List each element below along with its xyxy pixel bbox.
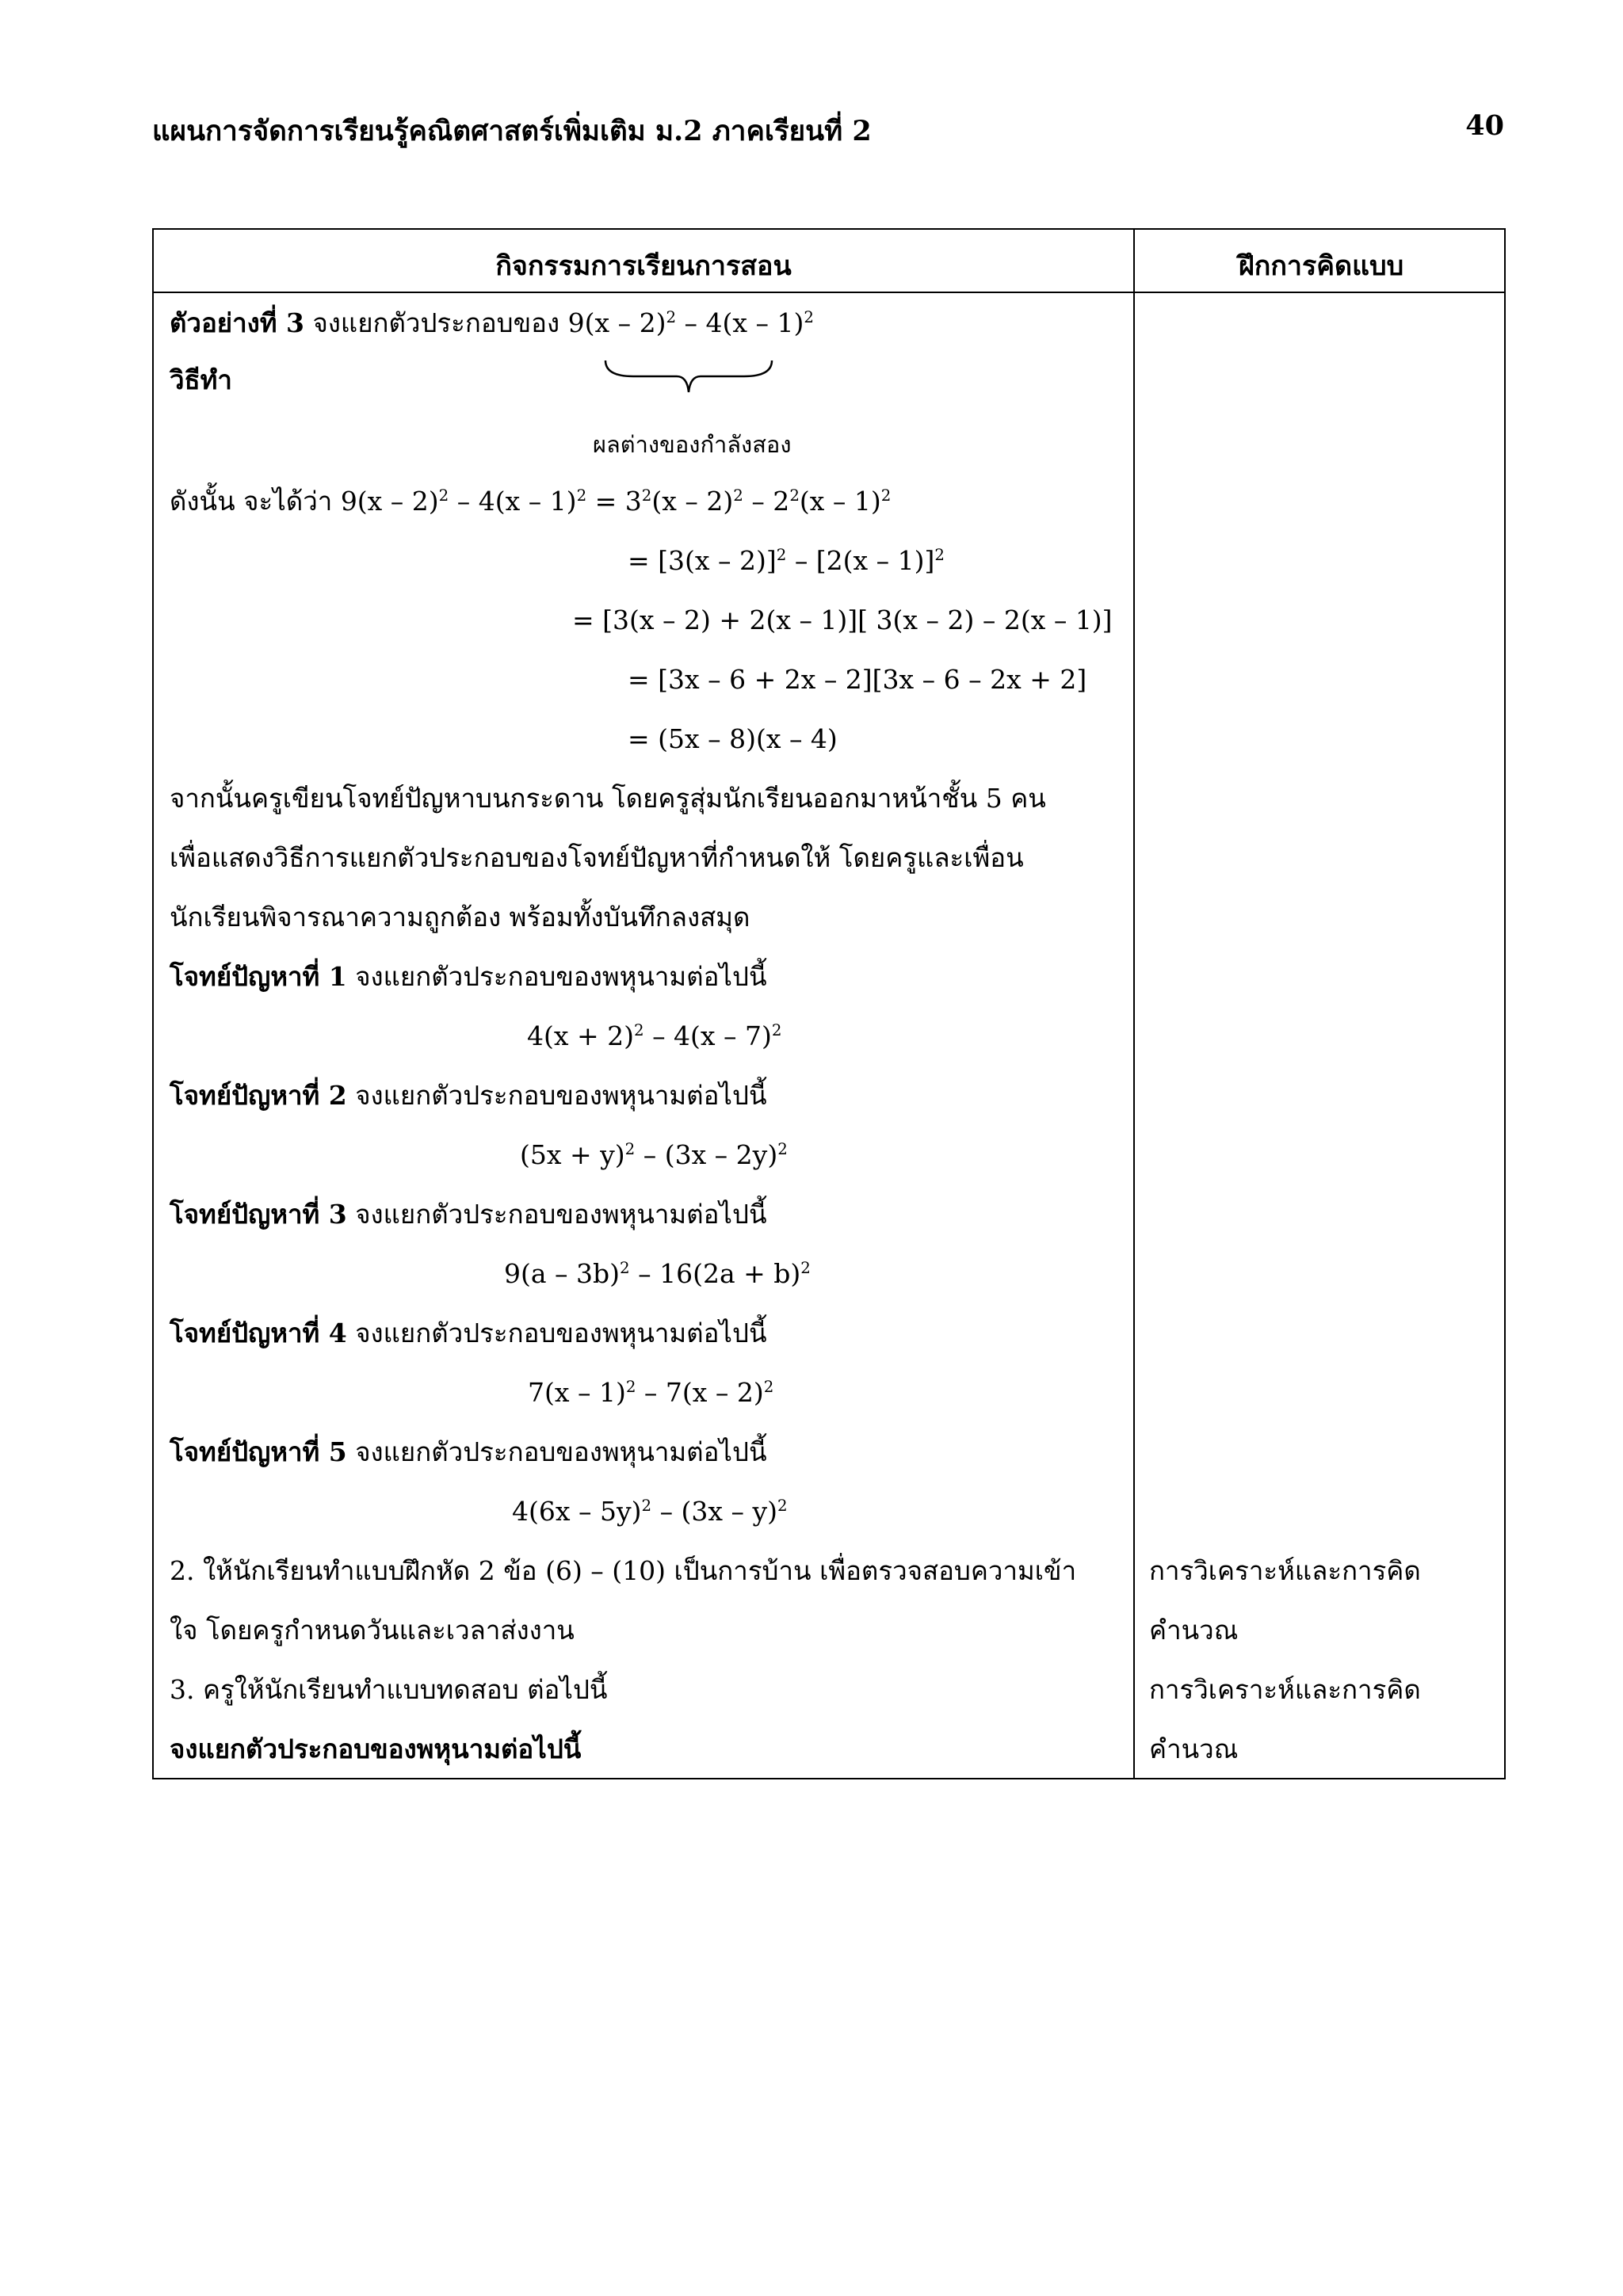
page-number: 40 xyxy=(1465,109,1504,142)
problem-label: โจทย์ปัญหาที่ 4 xyxy=(170,1318,347,1348)
problem-5 xyxy=(170,1436,767,1468)
problem-3-expression: $9(a - 3b)^2 - 16(2a + b)^2$ xyxy=(504,1258,811,1289)
problem-label: โจทย์ปัญหาที่ 1 xyxy=(170,961,347,992)
problem-label: โจทย์ปัญหาที่ 5 xyxy=(170,1436,347,1467)
problem-prompt: จงแยกตัวประกอบของพหุนามต่อไปนี้ xyxy=(355,961,767,992)
instruction-line-3: นักเรียนพิจารณาความถูกต้อง พร้อมทั้งบันทึกลงสมุด xyxy=(170,902,750,933)
homework-line-2: ใจ โดยครูกำหนดวันและเวลาส่งงาน xyxy=(170,1615,575,1646)
problem-label: โจทย์ปัญหาที่ 3 xyxy=(170,1199,347,1230)
final-instruction: จงแยกตัวประกอบของพหุนามต่อไปนี้ xyxy=(170,1733,582,1764)
solution-expression-1: $9(x - 2)^2 - 4(x - 1)^2 = 3^2(x - 2)^2 - 2^2(x - 1)^2$ xyxy=(340,486,892,517)
solution-line-3: = [3(x – 2) + 2(x – 1)][ 3(x – 2) – 2(x – 1)] xyxy=(572,605,1113,635)
method-label: วิธีทำ xyxy=(170,364,232,395)
homework-line-1: 2. ให้นักเรียนทำแบบฝึกหัด 2 ข้อ (6) – (10) เป็นการบ้าน เพื่อตรวจสอบความเข้า xyxy=(170,1555,1077,1586)
thinking-skill-1-line-1: การวิเคราะห์และการคิด xyxy=(1149,1555,1421,1586)
column-header-activity: กิจกรรมการเรียนการสอน xyxy=(495,250,792,282)
problem-4 xyxy=(170,1318,767,1349)
column-header-thinking: ฝึกการคิดแบบ xyxy=(1238,250,1404,282)
problem-2-expression: $(5x + y)^2 - (3x - 2y)^2$ xyxy=(520,1139,788,1170)
header-divider xyxy=(154,292,1504,293)
problem-prompt: จงแยกตัวประกอบของพหุนามต่อไปนี้ xyxy=(355,1436,767,1467)
problem-5-expression: 4(6x – 5y)$^2$ – (3x – y)$^2$ xyxy=(512,1496,788,1527)
problem-2 xyxy=(170,1080,767,1112)
solution-line-1 xyxy=(170,486,891,517)
solution-line-4: = [3x – 6 + 2x – 2][3x – 6 – 2x + 2] xyxy=(628,664,1087,695)
problem-prompt: จงแยกตัวประกอบของพหุนามต่อไปนี้ xyxy=(355,1199,767,1230)
column-divider xyxy=(1133,230,1135,1778)
thinking-skill-2-line-1: การวิเคราะห์และการคิด xyxy=(1149,1674,1421,1705)
instruction-line-1: จากนั้นครูเขียนโจทย์ปัญหาบนกระดาน โดยครูสุ่มนักเรียนออกมาหน้าชั้น 5 คน xyxy=(170,783,1046,814)
problem-prompt: จงแยกตัวประกอบของพหุนามต่อไปนี้ xyxy=(355,1318,767,1348)
solution-line-2: = [3(x – 2)]$^2$ – [2(x – 1)]$^2$ xyxy=(628,545,945,576)
curly-brace-icon xyxy=(601,357,776,404)
example-label: ตัวอย่างที่ 3 xyxy=(170,307,304,338)
problem-1 xyxy=(170,961,767,993)
thinking-skill-2-line-2: คำนวณ xyxy=(1149,1733,1239,1764)
example-expression: 9(x – 2)$^2$ – 4(x – 1)$^2$ xyxy=(567,307,814,338)
lesson-table xyxy=(152,228,1506,1779)
instruction-line-2: เพื่อแสดงวิธีการแยกตัวประกอบของโจทย์ปัญหาที่กำหนดให้ โดยครูและเพื่อน xyxy=(170,842,1024,873)
problem-4-expression: 7(x – 1)$^2$ – 7(x – 2)$^2$ xyxy=(528,1377,774,1408)
brace-annotation: ผลต่างของกำลังสอง xyxy=(593,431,792,458)
document-title: แผนการจัดการเรียนรู้คณิตศาสตร์เพิ่มเติม ม.2 ภาคเรียนที่ 2 xyxy=(152,115,872,147)
problem-label: โจทย์ปัญหาที่ 2 xyxy=(170,1080,347,1111)
thinking-skill-1-line-2: คำนวณ xyxy=(1149,1615,1239,1646)
test-instruction: 3. ครูให้นักเรียนทำแบบทดสอบ ต่อไปนี้ xyxy=(170,1674,608,1705)
therefore-text: ดังนั้น จะได้ว่า xyxy=(170,486,333,517)
example-prompt: จงแยกตัวประกอบของ xyxy=(312,307,560,338)
problem-3 xyxy=(170,1199,767,1230)
example-line xyxy=(170,307,814,339)
problem-1-expression: $4(x + 2)^2 - 4(x - 7)^2$ xyxy=(527,1020,782,1051)
solution-line-5: = (5x – 8)(x – 4) xyxy=(628,723,838,754)
problem-prompt: จงแยกตัวประกอบของพหุนามต่อไปนี้ xyxy=(355,1080,767,1111)
